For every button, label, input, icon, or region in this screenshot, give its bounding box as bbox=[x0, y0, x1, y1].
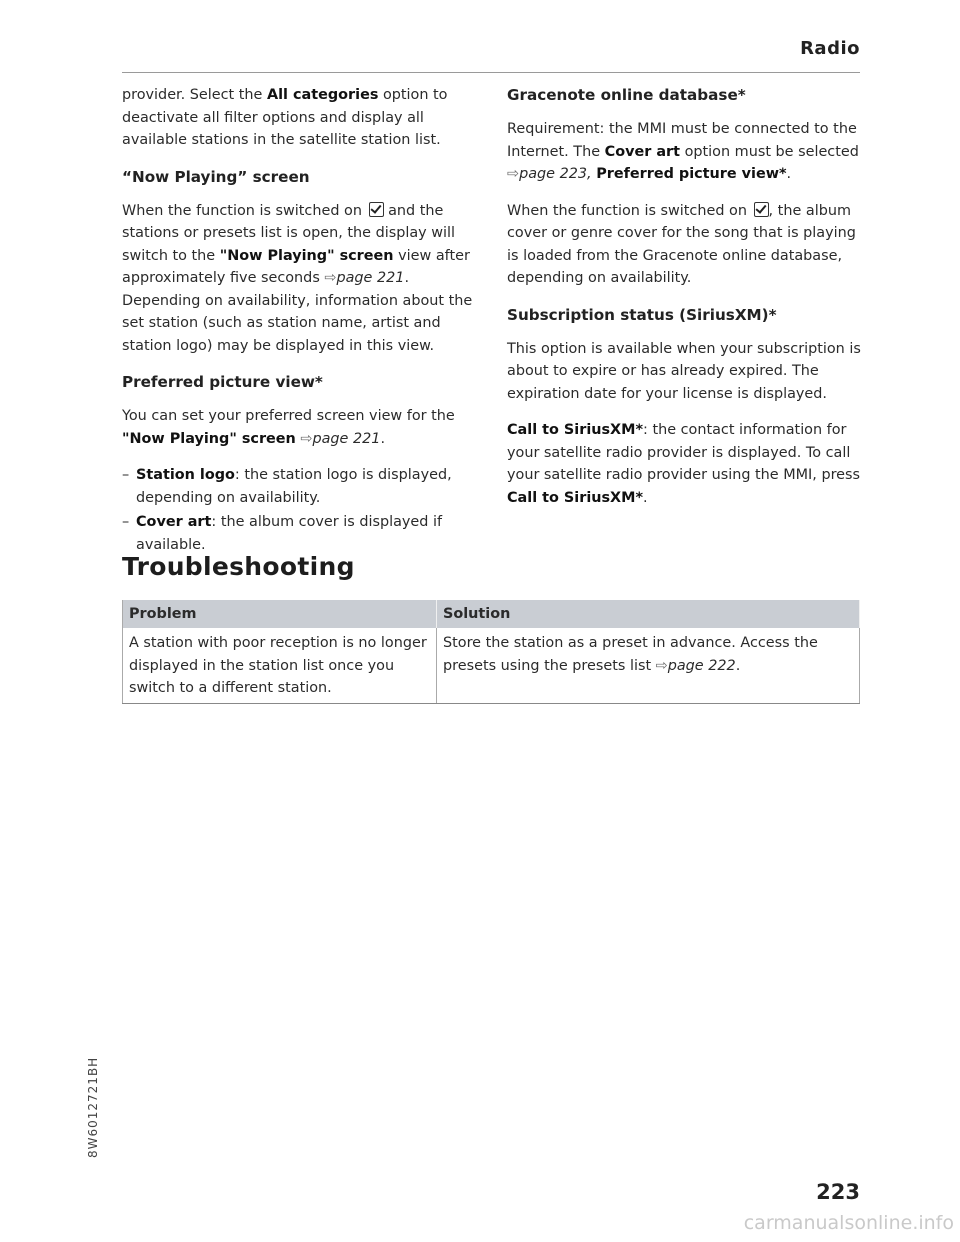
checked-checkbox-icon bbox=[369, 202, 384, 217]
column-header-problem: Problem bbox=[123, 600, 437, 628]
page-reference-link[interactable]: page 222 bbox=[667, 657, 736, 674]
solution-cell: Store the station as a preset in advance. Access the presets using the presets list ⇨page 222. bbox=[437, 628, 860, 703]
document-code: 8W6012721BH bbox=[86, 1056, 100, 1158]
left-column bbox=[122, 84, 477, 558]
gracenote-body: When the function is switched on , the album cover or genre cover for the song that is playing is loaded from the Gracenote online database, depending on availability. bbox=[507, 202, 856, 286]
troubleshooting-table bbox=[122, 600, 860, 704]
problem-cell: A station with poor reception is no longer displayed in the station list once you switch to a different station. bbox=[123, 628, 437, 703]
subscription-heading: Subscription status (SiriusXM)* bbox=[507, 305, 777, 324]
checked-checkbox-icon bbox=[754, 202, 769, 217]
gracenote-heading: Gracenote online database* bbox=[507, 86, 746, 104]
header-section-title: Radio bbox=[800, 38, 860, 59]
call-siriusxm-paragraph: Call to SiriusXM*: the contact information for your satellite radio provider is displayed. To call your satellite radio provider using the MMI, press Call to SiriusXM*. bbox=[507, 422, 861, 506]
table-row bbox=[123, 628, 860, 703]
header-rule bbox=[122, 72, 860, 73]
table-header-row bbox=[123, 600, 860, 628]
column-header-solution: Solution bbox=[437, 600, 860, 628]
list-item: – Station logo: the station logo is displayed, depending on availability. bbox=[122, 464, 477, 509]
page-reference-link[interactable]: page 223, bbox=[519, 166, 592, 182]
page-reference-link[interactable]: page 221 bbox=[312, 430, 381, 447]
reference-arrow-icon: ⇨ bbox=[300, 430, 313, 447]
now-playing-heading: “Now Playing” screen bbox=[122, 167, 310, 186]
preferred-picture-heading: Preferred picture view* bbox=[122, 373, 323, 391]
preferred-picture-paragraph: You can set your preferred screen view for the "Now Playing" screen ⇨page 221. bbox=[122, 408, 455, 447]
list-item: – Cover art: the album cover is displayed if available. bbox=[122, 511, 477, 556]
watermark: carmanualsonline.info bbox=[743, 1212, 954, 1234]
right-column bbox=[507, 84, 862, 523]
page-number: 223 bbox=[816, 1180, 860, 1204]
reference-arrow-icon: ⇨ bbox=[507, 166, 520, 182]
now-playing-paragraph: When the function is switched on and the stations or presets list is open, the display will switch to the "Now Playing" screen view after approximately five seconds ⇨page 221. Depending on availability, information about the set station (such as station name, artist and station logo) may be displayed in this view. bbox=[122, 202, 473, 354]
gracenote-requirement: Requirement: the MMI must be connected to the Internet. The Cover art option must be selected ⇨page 223, Preferred picture view*. bbox=[507, 121, 859, 182]
reference-arrow-icon: ⇨ bbox=[655, 657, 668, 674]
page-reference-link[interactable]: page 221 bbox=[336, 270, 405, 286]
reference-arrow-icon: ⇨ bbox=[324, 270, 337, 286]
intro-paragraph: provider. Select the All categories option to deactivate all filter options and display all available stations in the satellite station list. bbox=[122, 87, 448, 148]
troubleshooting-title: Troubleshooting bbox=[122, 552, 355, 581]
picture-view-options-list bbox=[122, 464, 477, 556]
subscription-body: This option is available when your subscription is about to expire or has already expired. The expiration date for your license is displayed. bbox=[507, 340, 861, 402]
